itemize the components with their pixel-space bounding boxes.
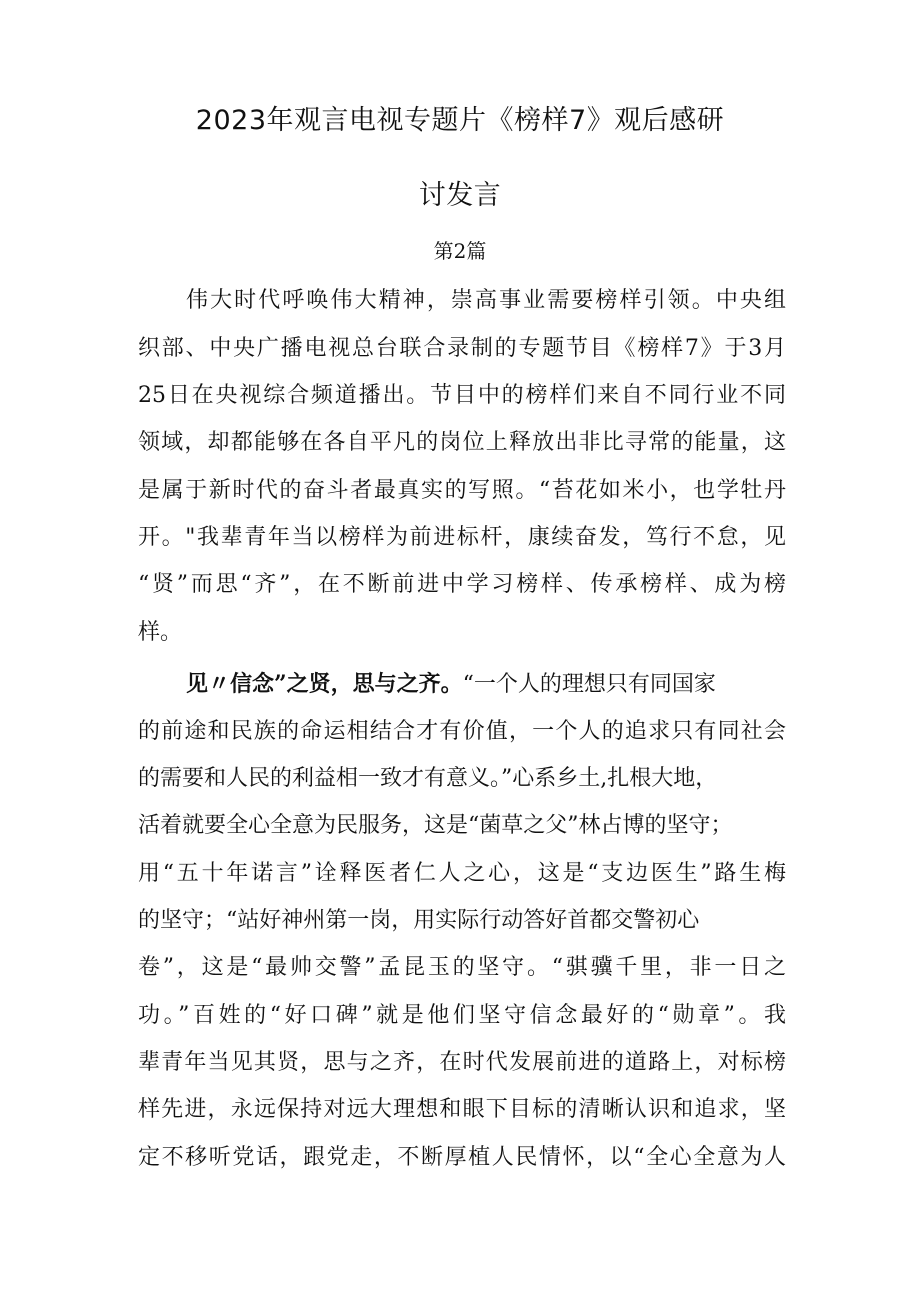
paragraph-1-line-6: 开。"我辈青年当以榜样为前进标杆，康续奋发，笃行不怠，见 xyxy=(138,525,786,550)
paragraph-1-line-8: 样。 xyxy=(138,620,183,645)
paragraph-2-line-11: 定不移听党话，跟党走，不断厚植人民情怀，以“全心全意为人 xyxy=(138,1145,786,1170)
paragraph-1-line-4: 领域，却都能够在各自平凡的岗位上释放出非比寻常的能量，这 xyxy=(138,430,786,455)
document-title-line-2: 讨发言 xyxy=(418,180,502,211)
paragraph-2-line-9: 辈青年当见其贤，思与之齐，在时代发展前进的道路上，对标榜 xyxy=(138,1050,786,1075)
paragraph-2-line-2: 的前途和民族的命运相结合才有价值，一个人的追求只有同社会 xyxy=(138,719,786,744)
paragraph-2-line-8: 功。”百姓的“好口碑”就是他们坚守信念最好的“勋章”。我 xyxy=(138,1003,786,1028)
paragraph-1-line-5: 是属于新时代的奋斗者最真实的写照。“苔花如米小，也学牡丹 xyxy=(138,478,786,503)
paragraph-2-line-7: 卷”，这是“最帅交警”孟昆玉的坚守。“骐骥千里，非一日之 xyxy=(138,955,786,980)
paragraph-1-line-7: “贤”而思“齐”，在不断前进中学习榜样、传承榜样、成为榜 xyxy=(138,572,786,597)
paragraph-2-line-10: 样先进，永远保持对远大理想和眼下目标的清晰认识和追求，坚 xyxy=(138,1097,786,1122)
document-subtitle: 第2篇 xyxy=(433,239,487,263)
paragraph-2-line-1-rest: “一个人的理想只有同国家 xyxy=(462,672,716,697)
paragraph-1-line-3: 25日在央视综合频道播出。节目中的榜样们来自不同行业不同 xyxy=(138,383,786,408)
paragraph-1-line-2: 织部、中央广播电视总台联合录制的专题节目《榜样7》于3月 xyxy=(138,336,786,361)
paragraph-2-line-6: 的坚守；“站好神州第一岗，用实际行动答好首都交警初心 xyxy=(138,908,700,933)
paragraph-2-heading: 见〃信念”之贤，思与之齐。 xyxy=(186,671,463,697)
paragraph-2-line-4: 活着就要全心全意为民服务，这是“菌草之父”林占博的坚守； xyxy=(138,813,733,838)
paragraph-2-line-5: 用“五十年诺言”诠释医者仁人之心，这是“支边医生”路生梅 xyxy=(138,861,786,886)
document-title-line-1: 2023年观言电视专题片《榜样7》观后感研 xyxy=(195,105,725,136)
paragraph-2-line-3: 的需要和人民的利益相一致才有意义。”心系乡土,扎根大地， xyxy=(138,766,718,791)
paragraph-1-line-1: 伟大时代呼唤伟大精神，崇高事业需要榜样引领。中央组 xyxy=(186,288,786,313)
paragraph-2-line-1 xyxy=(186,666,716,702)
